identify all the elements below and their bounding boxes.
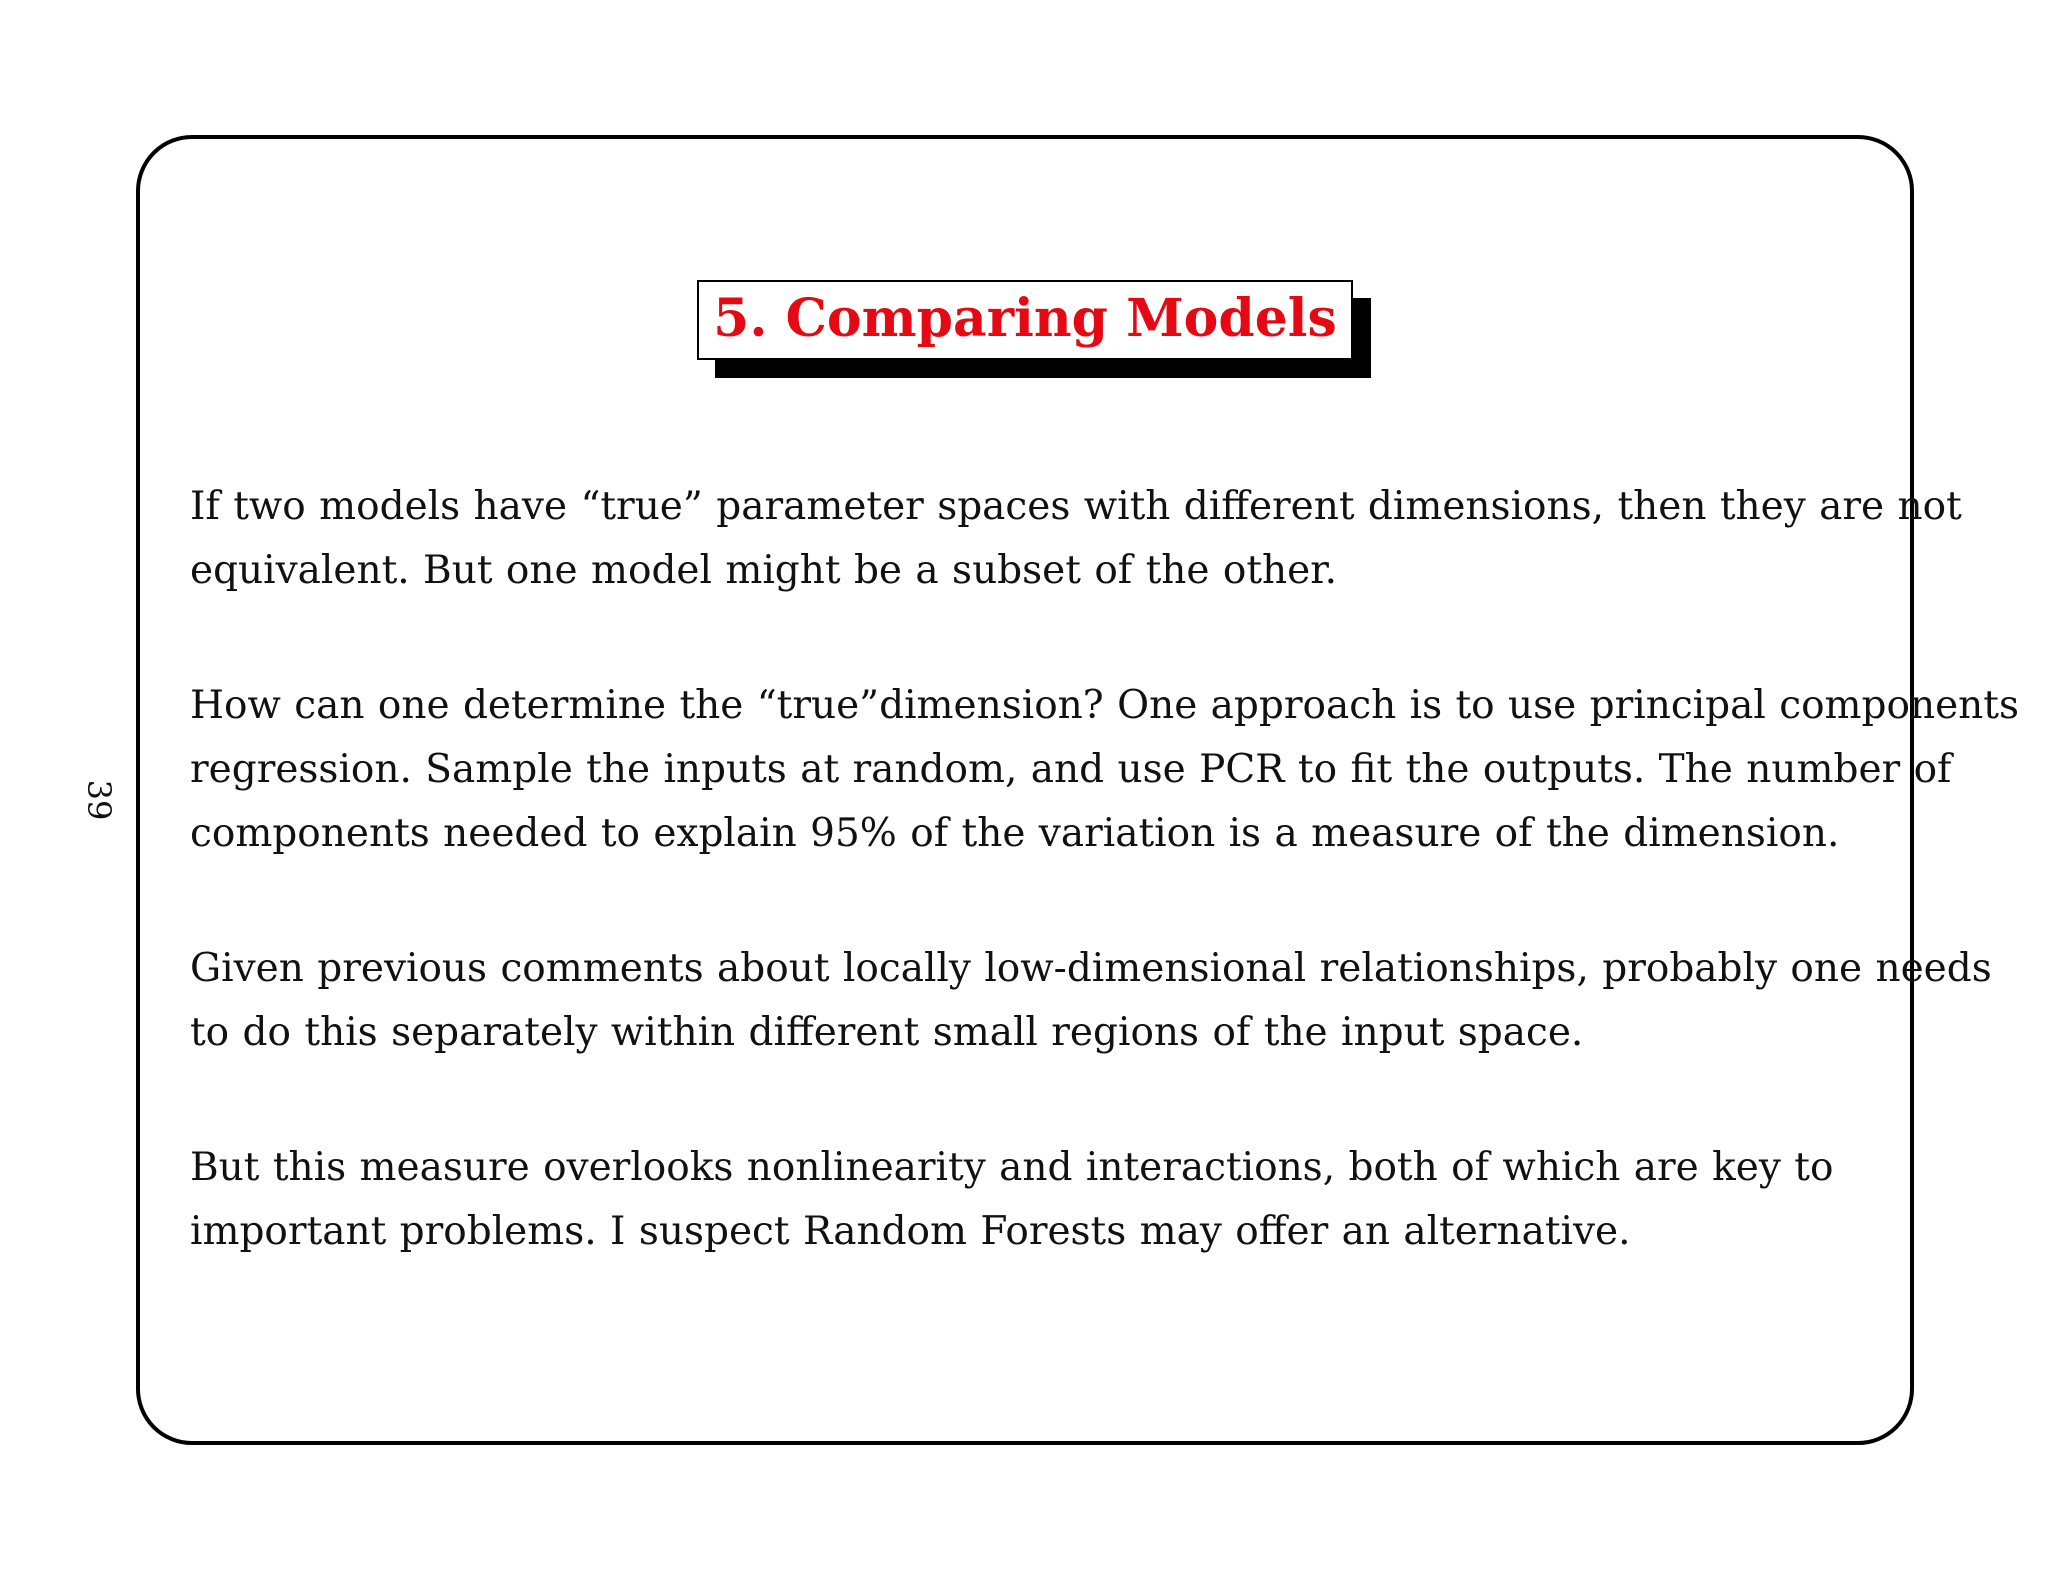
page-number: 39 <box>80 779 118 821</box>
paragraph-1: If two models have “true” parameter spaces with different dimensions, then they are not equivalent. But one model might be a subset of the other. <box>190 484 1962 593</box>
slide-content <box>190 475 2020 1335</box>
title-box <box>697 280 1353 360</box>
slide-frame <box>136 135 2019 1445</box>
slide-title: 5. Comparing Models <box>697 280 1353 360</box>
paragraph-3: Given previous comments about locally low-dimensional relationships, probably one needs to do this separately within different small regions of the input space. <box>190 946 1992 1055</box>
paragraph-2: How can one determine the “true”dimension? One approach is to use principal components regression. Sample the inputs at random, and use PCR to fit the outputs. The number of components needed to explain 95% of the variation is a measure of the dimension. <box>190 683 2019 856</box>
paragraph-4: But this measure overlooks nonlinearity and interactions, both of which are key to important problems. I suspect Random Forests may offer an alternative. <box>190 1145 1834 1254</box>
title-container <box>140 280 1910 360</box>
